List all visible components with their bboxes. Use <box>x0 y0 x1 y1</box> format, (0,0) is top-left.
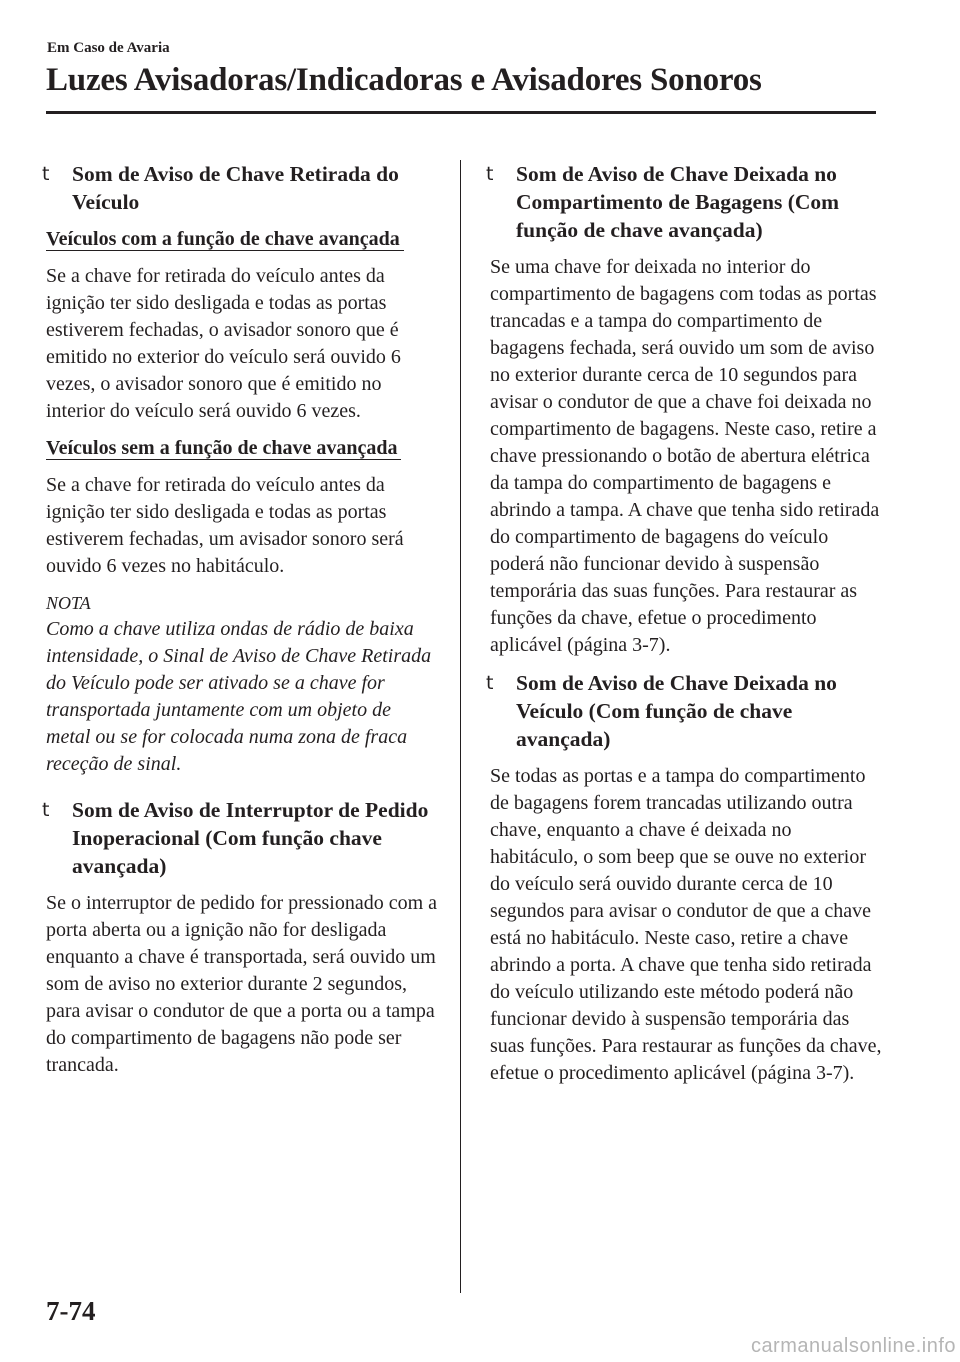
section-heading <box>42 160 438 216</box>
header-rule <box>46 111 876 114</box>
page-title: Luzes Avisadoras/Indicadoras e Avisadores Sonoros <box>46 62 762 98</box>
subheading: Veículos sem a função de chave avançada <box>46 435 438 462</box>
section-heading-text: Som de Aviso de Chave Deixada no Compartimento de Bagagens (Com função de chave avançada) <box>516 162 840 242</box>
paragraph: Se a chave for retirada do veículo antes da ignição ter sido desligada e todas as portas estiverem fechadas, um avisador sonoro será ouvido 6 vezes no habitáculo. <box>46 474 404 577</box>
section-heading-text: Som de Aviso de Chave Retirada do Veículo <box>72 162 399 214</box>
section-heading-text: Som de Aviso de Interruptor de Pedido Inoperacional (Com função chave avançada) <box>72 798 429 878</box>
left-column <box>42 160 438 1089</box>
section-heading <box>486 669 882 753</box>
section-label: Em Caso de Avaria <box>47 40 170 56</box>
paragraph: Se todas as portas e a tampa do compartimento de bagagens forem trancadas utilizando outra chave, enquanto a chave é deixada no habitáculo, o som beep que se ouve no exterior do veículo será ouvido durante cerca de 10 segundos para avisar o condutor de que a chave está no habitáculo. Neste caso, retire a chave abrindo a porta. A chave que tenha sido retirada do veículo utilizando este método poderá não funcionar devido à suspensão temporária das suas funções. Para restaurar as funções da chave, efetue o procedimento aplicável (página 3-7). <box>490 765 882 1084</box>
bullet-icon: t <box>486 672 494 694</box>
section-heading-text: Som de Aviso de Chave Deixada no Veículo (Com função de chave avançada) <box>516 671 837 751</box>
watermark: carmanualsonline.info <box>750 1335 956 1357</box>
subheading: Veículos com a função de chave avançada <box>46 226 438 253</box>
right-column <box>486 160 882 1097</box>
note-label: NOTA <box>46 593 91 613</box>
column-divider <box>460 160 461 1293</box>
section-heading <box>486 160 882 244</box>
bullet-icon: t <box>486 163 494 185</box>
paragraph: Se a chave for retirada do veículo antes da ignição ter sido desligada e todas as portas estiverem fechadas, o avisador sonoro que é emitido no exterior do veículo será ouvido 6 vezes, o avisador sonoro que é emitido no interior do veículo será ouvido 6 vezes. <box>46 265 401 422</box>
section-heading <box>42 796 438 880</box>
bullet-icon: t <box>42 799 50 821</box>
paragraph: Se uma chave for deixada no interior do compartimento de bagagens com todas as portas trancadas e a tampa do compartimento de bagagens fechada, será ouvido um som de aviso no exterior durante cerca de 10 segundos para avisar o condutor de que a chave foi deixada no compartimento de bagagens. Neste caso, retire a chave pressionando o botão de abertura elétrica da tampa do compartimento de bagagens e abrindo a tampa. A chave que tenha sido retirada do compartimento de bagagens do veículo poderá não funcionar devido à suspensão temporária das suas funções. Para restaurar as funções da chave, efetue o procedimento aplicável (página 3-7). <box>490 256 880 656</box>
page-number: 7-74 <box>46 1296 96 1326</box>
bullet-icon: t <box>42 163 50 185</box>
note-text: Como a chave utiliza ondas de rádio de baixa intensidade, o Sinal de Aviso de Chave Retirada do Veículo pode ser ativado se a chave for transportada juntamente com um objeto de metal ou se for colocada numa zona de fraca receção de sinal. <box>46 618 432 775</box>
paragraph: Se o interruptor de pedido for pressionado com a porta aberta ou a ignição não for desligada enquanto a chave é transportada, será ouvido um som de aviso no exterior durante 2 segundos, para avisar o condutor de que a porta ou a tampa do compartimento de bagagens não pode ser trancada. <box>46 892 438 1076</box>
